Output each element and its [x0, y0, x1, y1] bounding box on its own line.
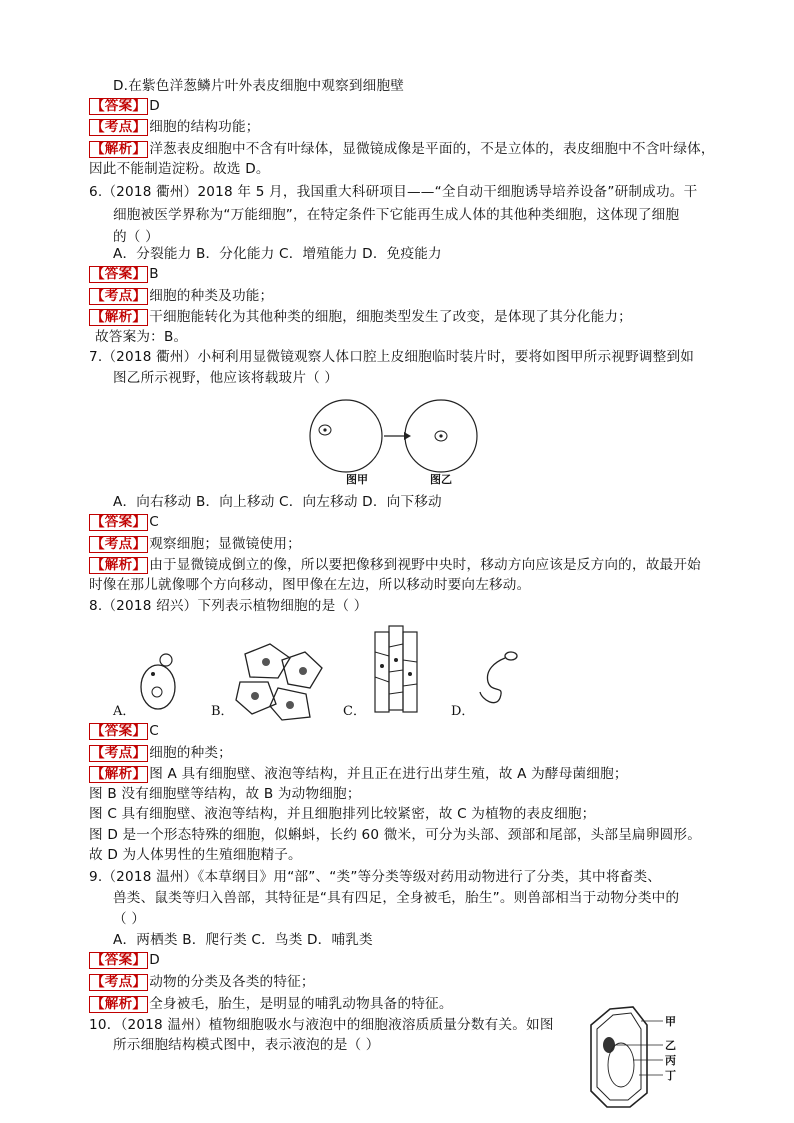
- q7-analysis-line: [89, 556, 701, 575]
- caption-left: 图甲: [346, 473, 368, 486]
- animal-cells-b: [236, 644, 322, 720]
- label-yi: 乙: [665, 1039, 676, 1052]
- q8-analysis-2: 图 B 没有细胞壁等结构，故 B 为动物细胞；: [89, 786, 361, 802]
- q6-answer-line: [89, 265, 159, 284]
- analysis-tag: 【解析】: [91, 996, 147, 1012]
- analysis-text: 由于显微镜成倒立的像，所以要把像移到视野中央时，移动方向应该是反方向的，故最开始: [149, 557, 701, 573]
- point-tag: 【考点】: [91, 745, 147, 761]
- q5-answer-line: [89, 97, 160, 116]
- answer-text: C: [149, 723, 159, 739]
- q9-analysis-line: [89, 995, 453, 1014]
- point-text: 细胞的种类；: [149, 745, 232, 761]
- analysis-tag: 【解析】: [91, 766, 147, 782]
- analysis-tag: 【解析】: [91, 141, 147, 157]
- point-tag: 【考点】: [91, 288, 147, 304]
- point-tag: 【考点】: [91, 536, 147, 552]
- arrow-icon: [384, 432, 411, 440]
- plant-epidermal-cells-c: [375, 626, 417, 712]
- q8-analysis-line: [89, 765, 628, 784]
- q8-analysis-3: 图 C 具有细胞壁、液泡等结构，并且细胞排列比较紧密，故 C 为植物的表皮细胞；: [89, 806, 596, 822]
- yeast-cell-a: [141, 654, 175, 709]
- q6-analysis-cont: 故答案为：B。: [95, 329, 188, 345]
- q8-label-d: D．: [451, 704, 475, 719]
- q5-analysis-line: [89, 140, 715, 159]
- sperm-cell-d: [480, 652, 517, 703]
- q8-label-b: B．: [211, 704, 234, 719]
- q6-point-line: [89, 287, 273, 306]
- point-tag: 【考点】: [91, 119, 147, 135]
- q5-option-d: D.在紫色洋葱鳞片叶外表皮细胞中观察到细胞壁: [113, 78, 405, 94]
- q9-stem-1: 9.（2018 温州）《本草纲目》用“部”、“类”等分类等级对药用动物进行了分类，其中将畜类、: [89, 869, 662, 885]
- label-ding: 丁: [665, 1069, 676, 1082]
- q10-plant-cell-diagram: [585, 1003, 685, 1113]
- q7-stem-2: 图乙所示视野，他应该将载玻片（ ）: [113, 370, 339, 386]
- caption-right: 图乙: [430, 473, 452, 486]
- answer-tag: 【答案】: [91, 266, 147, 282]
- analysis-tag: 【解析】: [91, 557, 147, 573]
- analysis-text: 图 A 具有细胞壁、液泡等结构，并且正在进行出芽生殖，故 A 为酵母菌细胞；: [149, 766, 628, 782]
- analysis-text: 干细胞能转化为其他种类的细胞，细胞类型发生了改变，是体现了其分化能力；: [149, 309, 632, 325]
- point-text: 动物的分类及各类的特征；: [149, 974, 315, 990]
- q7-options: A．向右移动 B．向上移动 C．向左移动 D．向下移动: [113, 494, 442, 510]
- answer-text: B: [149, 266, 159, 282]
- analysis-text: 全身被毛，胎生，是明显的哺乳动物具备的特征。: [149, 996, 453, 1012]
- cell-wall: [591, 1007, 647, 1107]
- point-text: 细胞的种类及功能；: [149, 288, 274, 304]
- q8-analysis-4: 图 D 是一个形态特殊的细胞，似蝌蚪，长约 60 微米，可分为头部、颈部和尾部，头部呈扁卵圆形。: [89, 827, 701, 843]
- q7-stem-1: 7.（2018 衢州）小柯利用显微镜观察人体口腔上皮细胞临时装片时，要将如图甲所示视野调整到如: [89, 349, 695, 365]
- cell-right: [435, 431, 447, 441]
- q5-point-line: [89, 118, 260, 137]
- point-text: 细胞的结构功能；: [149, 119, 260, 135]
- vacuole: [608, 1043, 634, 1087]
- q8-analysis-5: 故 D 为人体男性的生殖细胞精子。: [89, 847, 302, 863]
- answer-tag: 【答案】: [91, 723, 147, 739]
- point-tag: 【考点】: [91, 974, 147, 990]
- q6-analysis-line: [89, 308, 632, 327]
- label-jia: 甲: [665, 1015, 676, 1028]
- q8-stem: 8.（2018 绍兴）下列表示植物细胞的是（ ）: [89, 598, 368, 614]
- analysis-text: 洋葱表皮细胞中不含有叶绿体，显微镜成像是平面的，不是立体的，表皮细胞中不含叶绿体，: [149, 141, 715, 157]
- q9-options: A．两栖类 B．爬行类 C．鸟类 D．哺乳类: [113, 932, 373, 948]
- q9-answer-line: [89, 951, 160, 970]
- q10-stem-1: 10．（2018 温州）植物细胞吸水与液泡中的细胞液溶质质量分数有关。如图: [89, 1017, 554, 1033]
- q7-analysis-cont: 时像在那儿就像哪个方向移动，图甲像在左边，所以移动时要向左移动。: [89, 577, 531, 593]
- q7-microscope-figure: [300, 398, 480, 488]
- q9-stem-2: 兽类、鼠类等归入兽部，其特征是“具有四足，全身被毛，胎生”。则兽部相当于动物分类中的: [113, 890, 680, 906]
- label-bing: 丙: [665, 1054, 676, 1067]
- q8-answer-line: [89, 722, 159, 741]
- q9-stem-3: （ ）: [113, 911, 146, 927]
- q8-point-line: [89, 744, 232, 763]
- q8-label-c: C．: [343, 704, 366, 719]
- cell-left: [319, 425, 331, 435]
- q6-options: A．分裂能力 B．分化能力 C．增殖能力 D．免疫能力: [113, 246, 442, 262]
- answer-text: D: [149, 952, 160, 968]
- q7-answer-line: [89, 513, 159, 532]
- nucleus: [603, 1037, 615, 1053]
- q6-stem-1: 6.（2018 衢州）2018 年 5 月，我国重大科研项目——“全自动干细胞诱导培养设备”研制成功。干: [89, 184, 698, 200]
- answer-text: D: [149, 98, 160, 114]
- q10-stem-2: 所示细胞结构模式图中，表示液泡的是（ ）: [113, 1037, 380, 1053]
- answer-tag: 【答案】: [91, 952, 147, 968]
- q6-stem-2: 细胞被医学界称为“万能细胞”，在特定条件下它能再生成人体的其他种类细胞，这体现了细胞: [113, 207, 680, 223]
- answer-text: C: [149, 514, 159, 530]
- answer-tag: 【答案】: [91, 514, 147, 530]
- q9-point-line: [89, 973, 315, 992]
- q8-label-a: A．: [113, 704, 136, 719]
- analysis-tag: 【解析】: [91, 309, 147, 325]
- field-of-view-left: [310, 400, 382, 472]
- point-text: 观察细胞；显微镜使用；: [149, 536, 301, 552]
- answer-tag: 【答案】: [91, 98, 147, 114]
- q7-point-line: [89, 535, 301, 554]
- q6-stem-3: 的（ ）: [113, 229, 159, 245]
- q5-analysis-cont: 因此不能制造淀粉。故选 D。: [89, 161, 270, 177]
